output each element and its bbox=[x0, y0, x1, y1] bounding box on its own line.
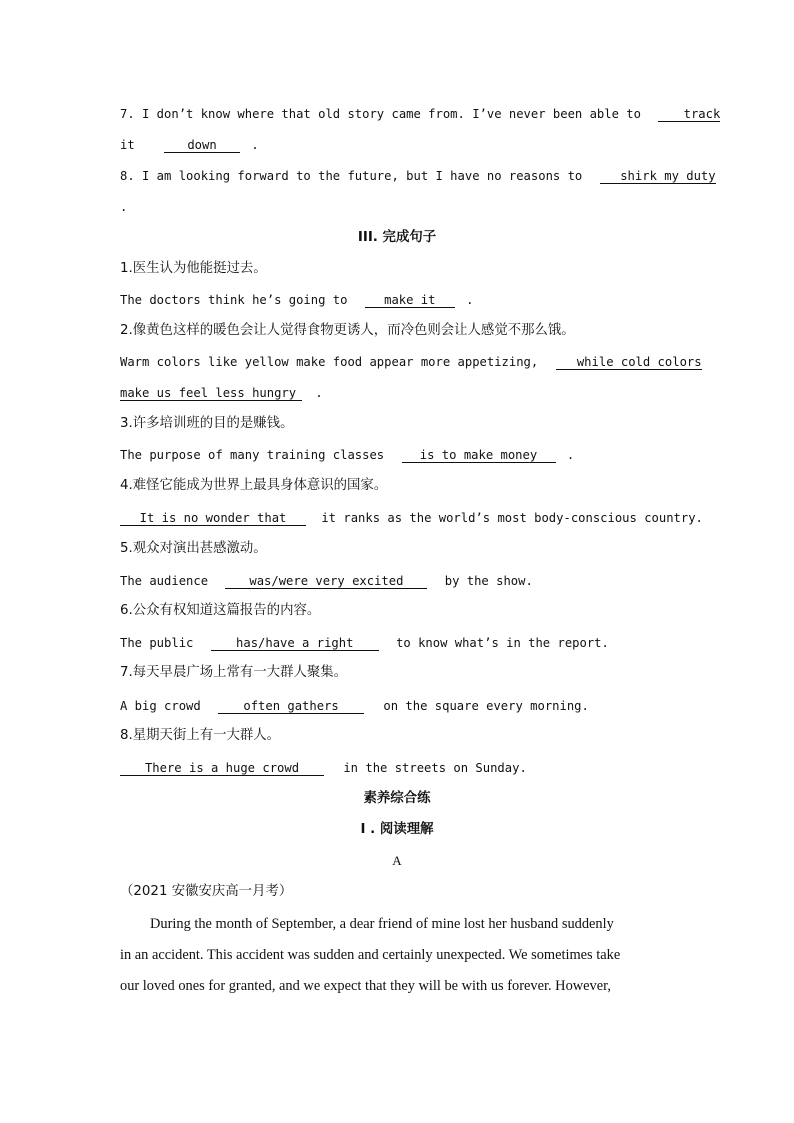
exercise-line bbox=[120, 510, 703, 526]
passage-letter: A bbox=[392, 853, 402, 868]
answer-blank: make it bbox=[365, 293, 455, 308]
chinese-prompt: 3.许多培训班的目的是赚钱。 bbox=[120, 416, 294, 431]
question-text: The purpose of many training classes bbox=[120, 448, 385, 462]
chinese-prompt: 8.星期天街上有一大群人。 bbox=[120, 728, 281, 743]
answer-blank: make us feel less hungry bbox=[120, 386, 302, 401]
chinese-prompt: 6.公众有权知道这篇报告的内容。 bbox=[120, 603, 321, 618]
question-text: by the show. bbox=[444, 574, 533, 588]
question-text: The audience bbox=[120, 574, 209, 588]
question-text: . bbox=[466, 293, 474, 307]
question-text: The public bbox=[120, 636, 194, 650]
exercise-line bbox=[120, 292, 674, 308]
exercise-line bbox=[120, 698, 674, 714]
exercise-line bbox=[120, 106, 721, 122]
answer-blank: while cold colors bbox=[556, 355, 702, 370]
exercise-line bbox=[120, 199, 674, 215]
answer-blank: is to make money bbox=[402, 448, 556, 463]
question-text: it ranks as the world’s most body-conscious country. bbox=[321, 511, 703, 525]
question-text: in the streets on Sunday. bbox=[343, 761, 527, 775]
question-text: . bbox=[315, 386, 323, 400]
exercise-line bbox=[120, 385, 674, 401]
answer-blank: has/have a right bbox=[211, 636, 379, 651]
paragraph-line: in an accident. This accident was sudden and certainly unexpected. We sometimes take bbox=[120, 947, 621, 963]
exercise-line bbox=[120, 760, 674, 776]
section-heading: III. 完成句子 bbox=[357, 230, 437, 245]
question-text: The doctors think he’s going to bbox=[120, 293, 348, 307]
chinese-prompt: 4.难怪它能成为世界上最具身体意识的国家。 bbox=[120, 478, 388, 493]
answer-blank: down bbox=[164, 138, 240, 153]
exercise-line bbox=[120, 447, 674, 463]
exercise-line bbox=[120, 137, 674, 153]
chinese-prompt: 1.医生认为他能挺过去。 bbox=[120, 261, 267, 276]
answer-blank: track bbox=[658, 107, 720, 122]
answer-blank: often gathers bbox=[218, 699, 364, 714]
paragraph-line: our loved ones for granted, and we expect that they will be with us forever. However, bbox=[120, 978, 611, 994]
answer-blank: was/were very excited bbox=[225, 574, 427, 589]
question-text: to know what’s in the report. bbox=[396, 636, 609, 650]
exercise-line bbox=[120, 635, 674, 651]
question-text: . bbox=[120, 200, 128, 214]
question-text: . bbox=[251, 138, 259, 152]
question-text: . bbox=[566, 448, 575, 462]
question-text: it bbox=[120, 138, 135, 152]
chinese-prompt: 5.观众对演出甚感激动。 bbox=[120, 541, 267, 556]
question-text: A big crowd bbox=[120, 699, 201, 713]
passage-source: （2021 安徽安庆高一月考） bbox=[120, 884, 293, 899]
question-text: 7. I don’t know where that old story came from. I’ve never been able to bbox=[120, 107, 641, 121]
paragraph-line: During the month of September, a dear friend of mine lost her husband suddenly bbox=[150, 916, 614, 932]
answer-blank: It is no wonder that bbox=[120, 511, 306, 526]
chinese-prompt: 7.每天早晨广场上常有一大群人聚集。 bbox=[120, 665, 348, 680]
chinese-prompt: 2.像黄色这样的暖色会让人觉得食物更诱人，而冷色则会让人感觉不那么饿。 bbox=[120, 323, 575, 338]
exercise-line bbox=[120, 573, 674, 589]
answer-blank: There is a huge crowd bbox=[120, 761, 324, 776]
exercise-line bbox=[120, 354, 702, 370]
question-text: on the square every morning. bbox=[383, 699, 589, 713]
section-subtitle: I . 阅读理解 bbox=[360, 822, 434, 837]
question-text: 8. I am looking forward to the future, but I have no reasons to bbox=[120, 169, 583, 183]
answer-blank: shirk my duty bbox=[600, 169, 716, 184]
exercise-line bbox=[120, 168, 716, 184]
section-title: 素养综合练 bbox=[363, 791, 431, 806]
question-text: Warm colors like yellow make food appear more appetizing, bbox=[120, 355, 539, 369]
